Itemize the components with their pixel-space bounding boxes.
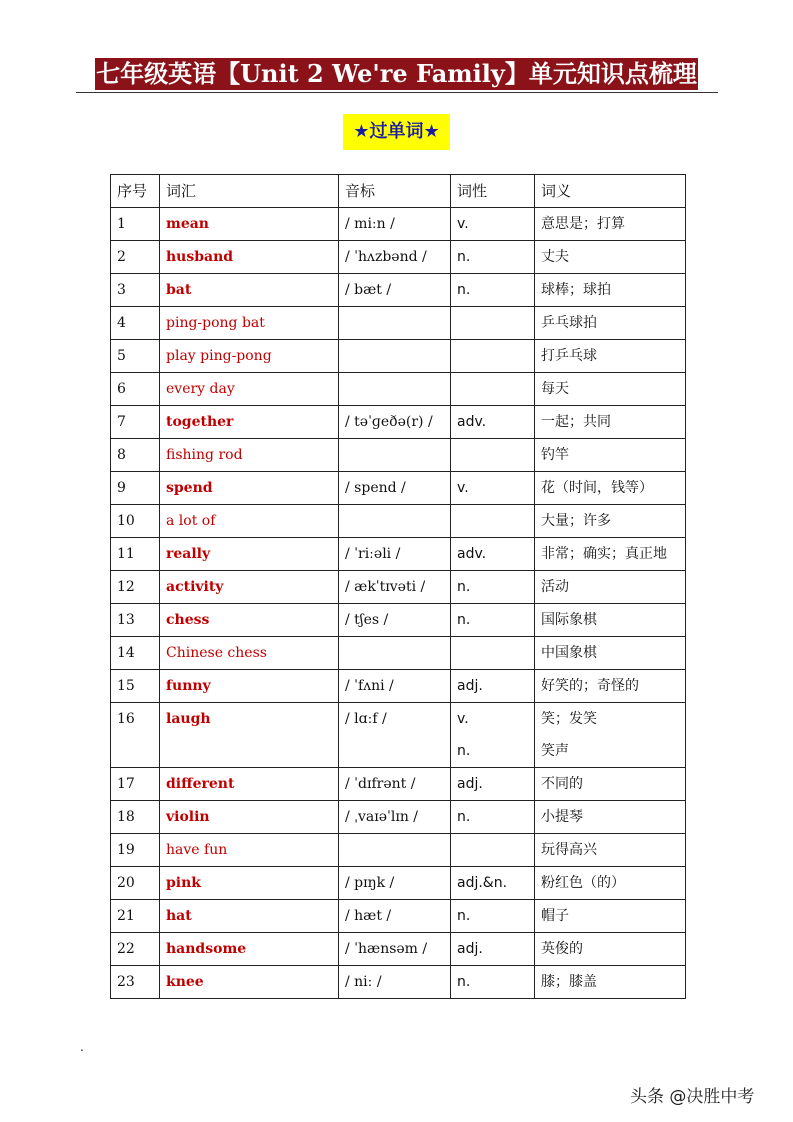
cell-meaning: 玩得高兴 — [535, 834, 686, 867]
cell-phonetic: / pɪŋk / — [339, 867, 451, 900]
cell-index: 4 — [111, 307, 160, 340]
cell-word: spend — [160, 472, 339, 505]
cell-part-of-speech: adj.&n. — [451, 867, 535, 900]
cell-meaning: 打乒乓球 — [535, 340, 686, 373]
cell-meaning: 每天 — [535, 373, 686, 406]
cell-part-of-speech — [451, 439, 535, 472]
table-row — [111, 439, 686, 472]
cell-phonetic: / lɑːf / — [339, 703, 451, 768]
cell-meaning: 中国象棋 — [535, 637, 686, 670]
cell-word: Chinese chess — [160, 637, 339, 670]
cell-phonetic — [339, 307, 451, 340]
cell-meaning: 乒乓球拍 — [535, 307, 686, 340]
table-row — [111, 670, 686, 703]
table-row — [111, 571, 686, 604]
cell-meaning: 钓竿 — [535, 439, 686, 472]
title-divider — [76, 92, 718, 93]
table-row — [111, 703, 686, 768]
cell-part-of-speech: n. — [451, 241, 535, 274]
cell-part-of-speech: v. — [451, 472, 535, 505]
cell-meaning: 花（时间，钱等） — [535, 472, 686, 505]
table-header-row — [111, 175, 686, 208]
watermark: 头条 @决胜中考 — [630, 1087, 755, 1107]
cell-word: play ping-pong — [160, 340, 339, 373]
cell-index: 22 — [111, 933, 160, 966]
cell-meaning: 粉红色（的） — [535, 867, 686, 900]
cell-part-of-speech: n. — [451, 571, 535, 604]
cell-phonetic: / tʃes / — [339, 604, 451, 637]
cell-part-of-speech: v. — [451, 208, 535, 241]
cell-index: 8 — [111, 439, 160, 472]
cell-phonetic — [339, 834, 451, 867]
table-row — [111, 307, 686, 340]
cell-word: pink — [160, 867, 339, 900]
cell-index: 7 — [111, 406, 160, 439]
table-row — [111, 768, 686, 801]
cell-index: 18 — [111, 801, 160, 834]
table-row — [111, 472, 686, 505]
cell-part-of-speech — [451, 834, 535, 867]
cell-index: 14 — [111, 637, 160, 670]
table-row — [111, 933, 686, 966]
cell-word: ping-pong bat — [160, 307, 339, 340]
cell-phonetic: / niː / — [339, 966, 451, 999]
cell-word: funny — [160, 670, 339, 703]
cell-phonetic: / spend / — [339, 472, 451, 505]
cell-meaning: 丈夫 — [535, 241, 686, 274]
cell-part-of-speech: n. — [451, 604, 535, 637]
cell-index: 19 — [111, 834, 160, 867]
cell-word: activity — [160, 571, 339, 604]
table-row — [111, 801, 686, 834]
cell-word: different — [160, 768, 339, 801]
cell-index: 15 — [111, 670, 160, 703]
header-meaning: 词义 — [535, 175, 686, 208]
cell-word: mean — [160, 208, 339, 241]
cell-phonetic: / ˈhʌzbənd / — [339, 241, 451, 274]
table-row — [111, 373, 686, 406]
cell-index: 10 — [111, 505, 160, 538]
cell-part-of-speech: v. n. — [451, 703, 535, 768]
cell-phonetic — [339, 340, 451, 373]
cell-meaning: 球棒；球拍 — [535, 274, 686, 307]
cell-phonetic — [339, 439, 451, 472]
cell-meaning: 不同的 — [535, 768, 686, 801]
header-word: 词汇 — [160, 175, 339, 208]
cell-part-of-speech: adj. — [451, 933, 535, 966]
cell-part-of-speech: adj. — [451, 670, 535, 703]
footer-dot: . — [80, 1040, 84, 1054]
cell-phonetic: / ˈriːəli / — [339, 538, 451, 571]
cell-phonetic: / bæt / — [339, 274, 451, 307]
table-row — [111, 637, 686, 670]
header-phonetic: 音标 — [339, 175, 451, 208]
cell-word: bat — [160, 274, 339, 307]
table-row — [111, 406, 686, 439]
cell-word: handsome — [160, 933, 339, 966]
table-row — [111, 241, 686, 274]
vocabulary-table — [110, 174, 686, 999]
cell-part-of-speech: adv. — [451, 538, 535, 571]
table-row — [111, 604, 686, 637]
cell-part-of-speech: adv. — [451, 406, 535, 439]
cell-word: together — [160, 406, 339, 439]
cell-word: chess — [160, 604, 339, 637]
cell-part-of-speech: n. — [451, 966, 535, 999]
cell-phonetic: / ˈfʌni / — [339, 670, 451, 703]
cell-phonetic — [339, 373, 451, 406]
cell-word: knee — [160, 966, 339, 999]
table-row — [111, 538, 686, 571]
cell-part-of-speech — [451, 340, 535, 373]
cell-index: 2 — [111, 241, 160, 274]
cell-phonetic — [339, 637, 451, 670]
cell-index: 1 — [111, 208, 160, 241]
cell-word: laugh — [160, 703, 339, 768]
cell-index: 20 — [111, 867, 160, 900]
cell-meaning: 活动 — [535, 571, 686, 604]
cell-index: 9 — [111, 472, 160, 505]
cell-word: a lot of — [160, 505, 339, 538]
table-row — [111, 834, 686, 867]
cell-phonetic: / ˈhænsəm / — [339, 933, 451, 966]
cell-index: 17 — [111, 768, 160, 801]
cell-word: every day — [160, 373, 339, 406]
table-row — [111, 274, 686, 307]
cell-part-of-speech: n. — [451, 801, 535, 834]
cell-word: husband — [160, 241, 339, 274]
cell-part-of-speech: adj. — [451, 768, 535, 801]
cell-index: 11 — [111, 538, 160, 571]
page-title: 七年级英语【Unit 2 We're Family】单元知识点梳理 — [96, 59, 697, 88]
table-row — [111, 900, 686, 933]
cell-meaning: 大量；许多 — [535, 505, 686, 538]
cell-word: have fun — [160, 834, 339, 867]
cell-meaning: 一起；共同 — [535, 406, 686, 439]
cell-word: violin — [160, 801, 339, 834]
cell-phonetic: / ˌvaɪəˈlɪn / — [339, 801, 451, 834]
cell-phonetic: / miːn / — [339, 208, 451, 241]
cell-phonetic: / hæt / — [339, 900, 451, 933]
cell-index: 12 — [111, 571, 160, 604]
cell-word: really — [160, 538, 339, 571]
cell-index: 23 — [111, 966, 160, 999]
cell-part-of-speech — [451, 373, 535, 406]
cell-part-of-speech — [451, 307, 535, 340]
cell-meaning: 英俊的 — [535, 933, 686, 966]
cell-index: 3 — [111, 274, 160, 307]
cell-index: 6 — [111, 373, 160, 406]
table-row — [111, 208, 686, 241]
table-row — [111, 340, 686, 373]
cell-phonetic: / ˈdɪfrənt / — [339, 768, 451, 801]
cell-part-of-speech — [451, 505, 535, 538]
cell-meaning: 意思是；打算 — [535, 208, 686, 241]
cell-meaning: 好笑的；奇怪的 — [535, 670, 686, 703]
section-heading: ★过单词★ — [343, 114, 450, 150]
header-part-of-speech: 词性 — [451, 175, 535, 208]
cell-word: fishing rod — [160, 439, 339, 472]
cell-meaning: 帽子 — [535, 900, 686, 933]
cell-meaning: 笑；发笑 笑声 — [535, 703, 686, 768]
cell-part-of-speech: n. — [451, 900, 535, 933]
table-row — [111, 505, 686, 538]
cell-phonetic — [339, 505, 451, 538]
cell-meaning: 膝；膝盖 — [535, 966, 686, 999]
cell-word: hat — [160, 900, 339, 933]
cell-part-of-speech — [451, 637, 535, 670]
cell-phonetic: / təˈɡeðə(r) / — [339, 406, 451, 439]
cell-meaning: 国际象棋 — [535, 604, 686, 637]
cell-index: 5 — [111, 340, 160, 373]
cell-index: 13 — [111, 604, 160, 637]
cell-index: 16 — [111, 703, 160, 768]
cell-phonetic: / ækˈtɪvəti / — [339, 571, 451, 604]
cell-meaning: 小提琴 — [535, 801, 686, 834]
cell-meaning: 非常；确实；真正地 — [535, 538, 686, 571]
table-row — [111, 867, 686, 900]
table-row — [111, 966, 686, 999]
cell-index: 21 — [111, 900, 160, 933]
cell-part-of-speech: n. — [451, 274, 535, 307]
header-index: 序号 — [111, 175, 160, 208]
